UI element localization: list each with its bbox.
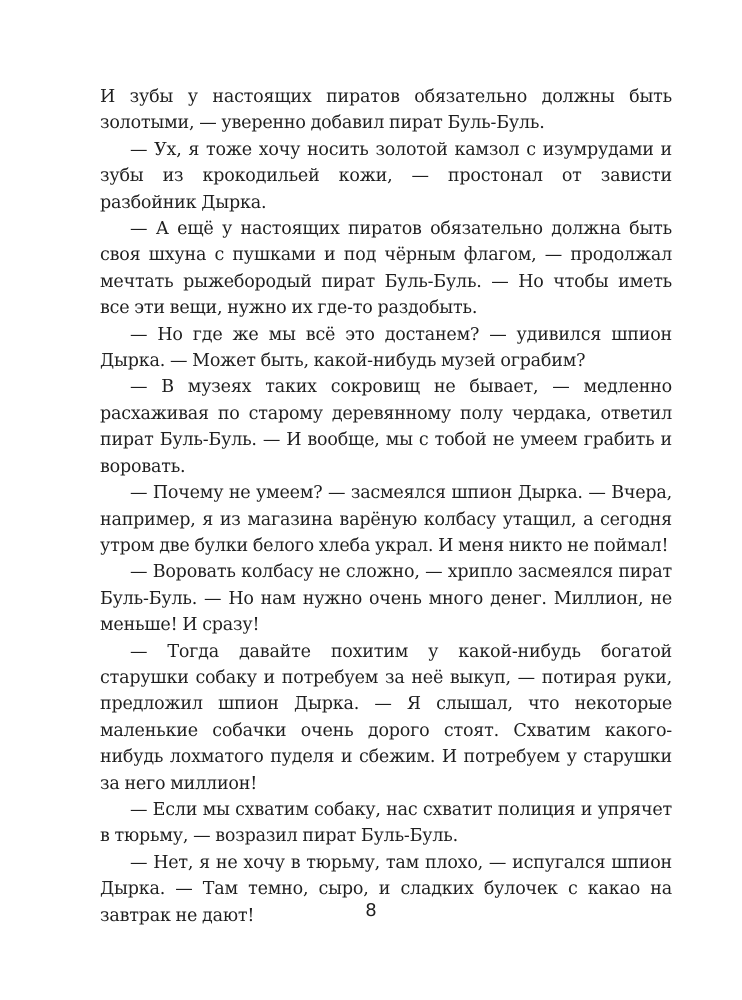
paragraph-10: — Нет, я не хочу в тюрьму, там плохо, — испугался шпион Дырка. — Там темно, сыро, и сладких булочек с какао на завтрак не дают!: [100, 852, 672, 926]
paragraph-3: — А ещё у настоящих пиратов обязательно должна быть своя шхуна с пушками и под чёрным флагом, — продолжал мечтать рыжебородый пират Буль-Буль. — Но чтобы иметь все эти вещи, нужно их где-то раздобыть.: [100, 219, 672, 319]
page-number: 8: [365, 900, 377, 921]
paragraph-9: — Если мы схватим собаку, нас схватит полиция и упрячет в тюрьму, — возразил пират Буль-Буль.: [100, 799, 672, 847]
paragraph-1: И зубы у настоящих пиратов обязательно должны быть золотыми, — уверенно добавил пират Буль-Буль.: [100, 87, 672, 134]
paragraph-2: — Ух, я тоже хочу носить золотой камзол с изумрудами и зубы из крокодильей кожи, — простонал от зависти разбойник Дырка.: [100, 139, 672, 213]
paragraph-5: — В музеях таких сокровищ не бывает, — медленно расхаживая по старому деревянному полу чердака, ответил пират Буль-Буль. — И вообще, мы с тобой не умеем грабить и воровать.: [100, 377, 672, 477]
paragraph-6: — Почему не умеем? — засмеялся шпион Дырка. — Вчера, например, я из магазина варёную колбасу утащил, а сегодня утром две булки белого хлеба украл. И меня никто не поймал!: [100, 483, 672, 556]
paragraph-8: — Тогда давайте похитим у какой-нибудь богатой старушки собаку и потребуем за неё выкуп, — потирая руки, предложил шпион Дырка. — Я слышал, что некоторые маленькие собачки очень дорого стоят. Схватим какого-нибудь лохматого пуделя и сбежим. И потребуем у старушки за него миллион!: [100, 641, 672, 794]
paragraph-7: — Воровать колбасу не сложно, — хрипло засмеялся пират Буль-Буль. — Но нам нужно очень много денег. Миллион, не меньше! И сразу!: [100, 562, 672, 636]
body-text: [100, 84, 672, 929]
paragraph-4: — Но где же мы всё это достанем? — удивился шпион Дырка. — Может быть, какой-нибудь музей ограбим?: [100, 324, 672, 372]
